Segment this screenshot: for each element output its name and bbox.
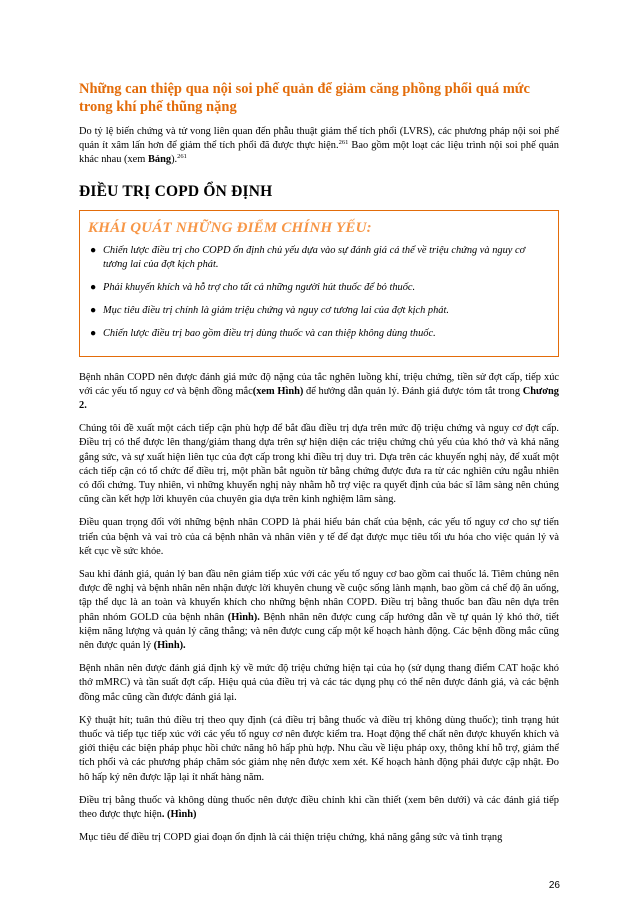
key-points-box (79, 210, 559, 357)
paragraph-text: Bệnh nhân nên được cung cấp hướng dẫn về tự quản lý khó thở, tiết kiệm năng lượng và quản lý căng thẳng; và nên được cung cấp một kế hoạch hành động. Các bệnh đồng mắc cũng nên được quản lý (79, 611, 559, 652)
figure-reference: . (Hình) (161, 809, 197, 821)
paragraph-text: Điều trị bằng thuốc và không dùng thuốc nên được điều chỉnh khi cần thiết (xem bên dưới) và các đánh giá tiếp theo được thực hiện (79, 794, 559, 821)
intro-text: Do tỷ lệ biến chứng và tử vong liên quan đến phẫu thuật giảm thể tích phổi (LVRS), các phương pháp nội soi phế quản ít xâm lấn hơn để giảm thể tích phổi đã được thực hiện. (79, 126, 559, 152)
intro-text-3: ). (171, 154, 178, 166)
figure-reference: (Hình). (227, 611, 260, 623)
page-number: 26 (548, 880, 560, 891)
key-point-text: Mục tiêu điều trị chính là giảm triệu chứng và nguy cơ tương lai của đợt kịch phát. (103, 304, 449, 316)
key-point-item (88, 304, 550, 318)
key-points-title: KHÁI QUÁT NHỮNG ĐIỂM CHÍNH YẾU: (88, 219, 372, 236)
bullet-icon: ● (90, 244, 97, 256)
table-reference: Bảng (147, 154, 172, 166)
page-content (79, 80, 559, 855)
paragraph-adjust (79, 794, 559, 822)
paragraph-understanding: Điều quan trọng đối với những bệnh nhân COPD là phải hiểu bản chất của bệnh, các yếu tố nguy cơ cho sự tiến triển của bệnh và vai trò của cá bệnh nhân và nhân viên y tế để đạt được mục tiêu tối ưu hóa cho việc quản lý và kết cục về sức khỏe. (79, 517, 559, 557)
key-point-text: Chiến lược điều trị bao gồm điều trị dùng thuốc và can thiệp không dùng thuốc. (103, 327, 436, 339)
bullet-icon: ● (90, 281, 97, 293)
key-point-text: Phải khuyến khích và hỗ trợ cho tất cả những người hút thuốc để bỏ thuốc. (103, 281, 416, 293)
paragraph-approach: Chúng tôi đề xuất một cách tiếp cận phù hợp để bắt đầu điều trị dựa trên mức độ triệu chứng và nguy cơ đợt cấp. Điều trị có thể được lên thang/giảm thang dựa trên sự hiện diện các triệu chứng chủ yếu của khó thở và khả năng gắng sức, và sự xuất hiện liên tục của đợt cấp trong khi điều trị duy trì. Dựa trên các khuyến nghị này, để xuất một cách tiếp cận có tổ chức để điều trị, một phần bắt nguồn từ bằng chứng được đưa ra từ các nghiên cứu ngẫu nhiên có đối chứng. Tuy nhiên, vì những khuyến nghị này nhằm hỗ trợ việc ra quyết định của bác sĩ lâm sàng nên chúng cũng cần kết hợp lời khuyên của chuyên gia dựa trên kinh nghiệm lâm sàng. (79, 423, 559, 506)
paragraph-goals: Mục tiêu để điều trị COPD giai đoạn ổn định là cải thiện triệu chứng, khả năng gắng sức và tình trạng (79, 832, 503, 844)
figure-reference: (xem Hình) (252, 385, 304, 397)
section-subheading: Những can thiệp qua nội soi phế quản để giảm căng phồng phổi quá mức trong khí phế thũng nặng (79, 81, 530, 115)
chapter-reference: Chương 2. (79, 385, 559, 412)
paragraph-text: để hướng dẫn quản lý. Đánh giá được tóm tắt trong (303, 385, 523, 397)
paragraph-review: Bệnh nhân nên được đánh giá định kỳ về mức độ triệu chứng hiện tại của họ (sử dụng thang điểm CAT hoặc khó thở mMRC) và tần suất đợt cấp. Hiệu quả của điều trị và các tác dụng phụ có thể nên được đánh giá, và các bệnh đồng mắc cũng cần được đánh giá lại. (79, 663, 559, 703)
intro-paragraph (79, 125, 559, 168)
main-heading: ĐIỀU TRỊ COPD ỔN ĐỊNH (79, 182, 273, 200)
paragraph-initial-management (79, 568, 559, 653)
paragraph-text: Sau khi đánh giá, quản lý ban đầu nên giảm tiếp xúc với các yếu tố nguy cơ bao gồm cai thuốc lá. Tiêm chủng nên được đề nghị và bệnh nhân nên nhận được lời khuyên chung về cuộc sống lành mạnh, bao gồm cả chế độ ăn uống, tập thể dục là an toàn và khuyến khích cho những bệnh nhân COPD. Điều trị bằng thuốc ban đầu nên dựa trên phân nhóm GOLD của bệnh nhân (79, 569, 559, 623)
paragraph-assessment (79, 371, 559, 414)
intro-text-2: Bao gồm một loạt các liệu trình nội soi phế quản khác nhau (xem (79, 140, 559, 166)
figure-reference: (Hình). (153, 640, 186, 652)
key-point-item (88, 281, 550, 295)
paragraph-text: Bệnh nhân COPD nên được đánh giá mức độ nặng của tắc nghẽn luồng khí, triệu chứng, tiền sử đợt cấp, tiếp xúc với các yếu tố nguy cơ và bệnh đồng mắc (79, 371, 559, 397)
paragraph-checks: Kỹ thuật hít; tuân thủ điều trị theo quy định (cả điều trị bằng thuốc và điều trị không dùng thuốc); tình trạng hút thuốc và tiếp tục tiếp xúc với các yếu tố nguy cơ nên được kiểm tra. Hoạt động thể chất nên được khuyến khích và giới thiệu các biện pháp phục hồi chức năng hô hấp phù hợp. Nhu cầu về liệu pháp oxy, thông khí hỗ trợ, giảm thể tích phổi và các phương pháp chăm sóc giảm nhẹ nên được xem xét. Kế hoạch hành động phải được cập nhật. Đo hô hấp ký nên được lặp lại ít nhất hàng năm. (79, 714, 559, 783)
key-points-list (88, 244, 550, 341)
key-point-item (88, 327, 550, 341)
key-point-text: Chiến lược điều trị cho COPD ổn định chủ yếu dựa vào sự đánh giá cá thể về triệu chứng và nguy cơ tương lai của đợt kịch phát. (103, 244, 526, 270)
bullet-icon: ● (90, 327, 97, 339)
reference-261-b: 261 (177, 153, 187, 161)
bullet-icon: ● (90, 304, 97, 316)
key-point-item (88, 244, 550, 272)
reference-261: 261 (338, 139, 349, 147)
